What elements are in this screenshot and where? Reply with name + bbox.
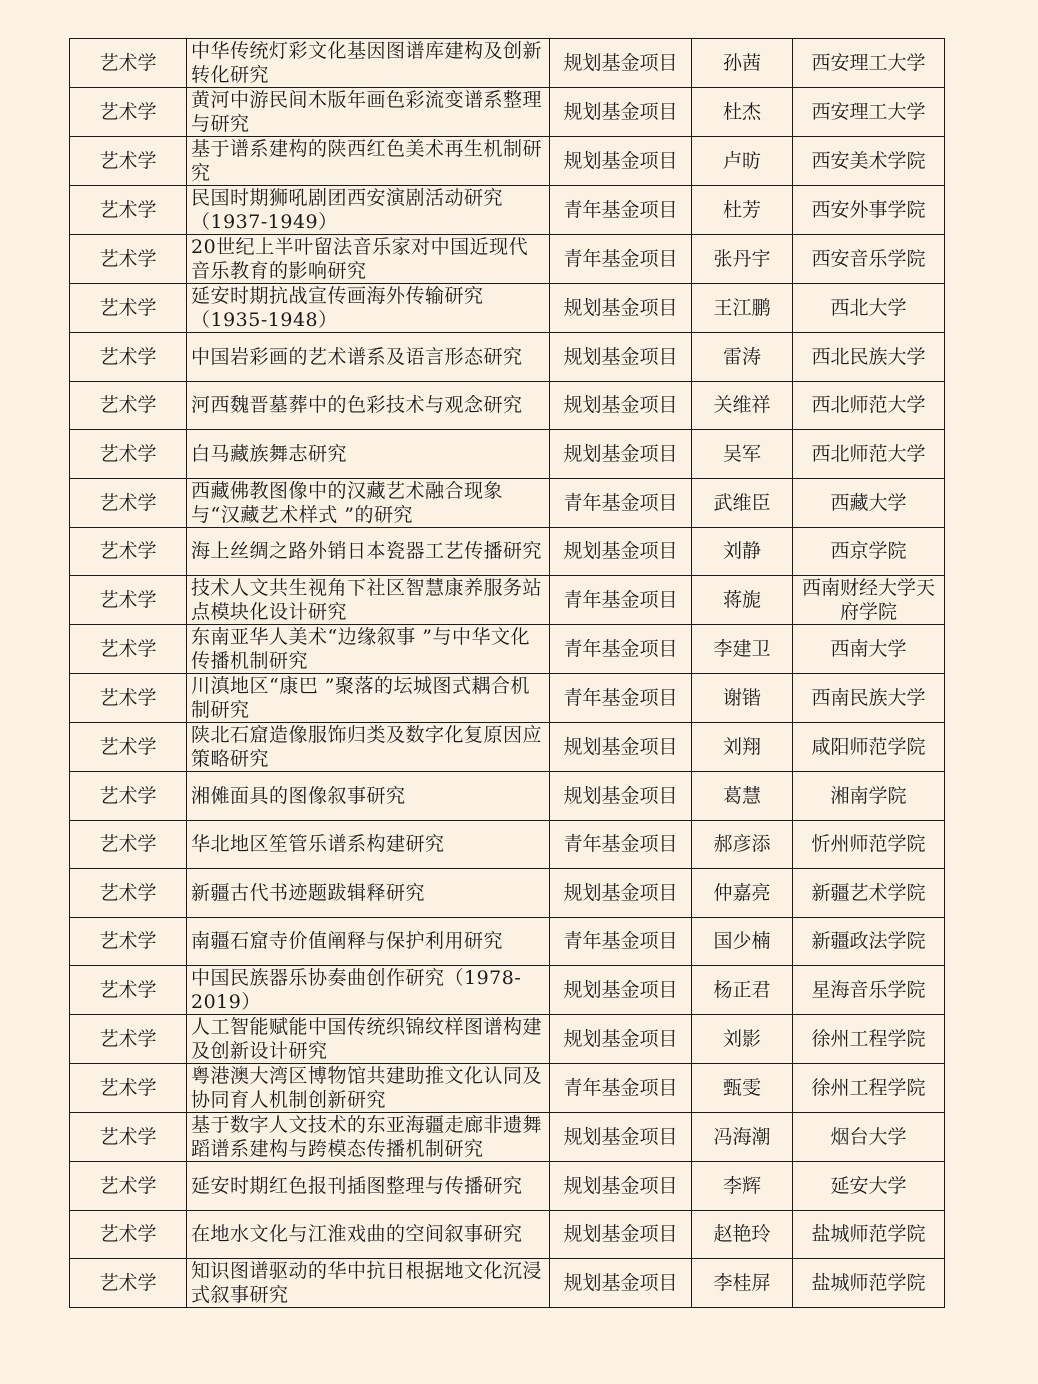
institution-cell: 延安大学 <box>793 1162 945 1211</box>
institution-cell: 西藏大学 <box>793 478 945 527</box>
discipline-cell: 艺术学 <box>70 39 187 88</box>
project-type-cell: 青年基金项目 <box>550 186 692 235</box>
institution-cell: 西安美术学院 <box>793 137 945 186</box>
principal-investigator-cell: 王江鹏 <box>692 284 793 333</box>
principal-investigator-cell: 郝彦添 <box>692 820 793 869</box>
project-title-cell: 白马藏族舞志研究 <box>187 430 550 479</box>
discipline-cell: 艺术学 <box>70 430 187 479</box>
table-row <box>70 478 945 527</box>
institution-cell: 西北师范大学 <box>793 381 945 430</box>
discipline-cell: 艺术学 <box>70 284 187 333</box>
institution-cell: 咸阳师范学院 <box>793 723 945 772</box>
project-type-cell: 青年基金项目 <box>550 1064 692 1113</box>
table-row <box>70 917 945 966</box>
table-row <box>70 333 945 382</box>
institution-cell: 忻州师范学院 <box>793 820 945 869</box>
project-type-cell: 规划基金项目 <box>550 137 692 186</box>
table-row <box>70 186 945 235</box>
project-title-cell: 西藏佛教图像中的汉藏艺术融合现象与“汉藏艺术样式 ”的研究 <box>187 478 550 527</box>
table-row <box>70 235 945 284</box>
project-title-cell: 中华传统灯彩文化基因图谱库建构及创新转化研究 <box>187 39 550 88</box>
project-title-cell: 粤港澳大湾区博物馆共建助推文化认同及协同育人机制创新研究 <box>187 1064 550 1113</box>
project-type-cell: 规划基金项目 <box>550 381 692 430</box>
principal-investigator-cell: 葛慧 <box>692 772 793 821</box>
table-row <box>70 430 945 479</box>
table-row <box>70 674 945 723</box>
institution-cell: 湘南学院 <box>793 772 945 821</box>
project-title-cell: 技术人文共生视角下社区智慧康养服务站点模块化设计研究 <box>187 576 550 625</box>
table-row <box>70 1015 945 1064</box>
project-type-cell: 青年基金项目 <box>550 235 692 284</box>
principal-investigator-cell: 蒋旎 <box>692 576 793 625</box>
project-title-cell: 黄河中游民间木版年画色彩流变谱系整理与研究 <box>187 88 550 137</box>
principal-investigator-cell: 武维臣 <box>692 478 793 527</box>
institution-cell: 盐城师范学院 <box>793 1259 945 1308</box>
table-row <box>70 1162 945 1211</box>
discipline-cell: 艺术学 <box>70 576 187 625</box>
principal-investigator-cell: 刘翔 <box>692 723 793 772</box>
principal-investigator-cell: 吴军 <box>692 430 793 479</box>
project-type-cell: 规划基金项目 <box>550 39 692 88</box>
project-title-cell: 人工智能赋能中国传统织锦纹样图谱构建及创新设计研究 <box>187 1015 550 1064</box>
institution-cell: 西北大学 <box>793 284 945 333</box>
discipline-cell: 艺术学 <box>70 478 187 527</box>
discipline-cell: 艺术学 <box>70 235 187 284</box>
project-type-cell: 规划基金项目 <box>550 1113 692 1162</box>
discipline-cell: 艺术学 <box>70 381 187 430</box>
principal-investigator-cell: 杨正君 <box>692 966 793 1015</box>
project-type-cell: 规划基金项目 <box>550 869 692 918</box>
table-row <box>70 1259 945 1308</box>
project-title-cell: 华北地区笙管乐谱系构建研究 <box>187 820 550 869</box>
project-type-cell: 规划基金项目 <box>550 88 692 137</box>
table-row <box>70 772 945 821</box>
table-row <box>70 381 945 430</box>
project-title-cell: 在地水文化与江淮戏曲的空间叙事研究 <box>187 1210 550 1259</box>
project-title-cell: 民国时期狮吼剧团西安演剧活动研究（1937-1949） <box>187 186 550 235</box>
principal-investigator-cell: 刘静 <box>692 527 793 576</box>
projects-table-body <box>70 39 945 1308</box>
institution-cell: 西安理工大学 <box>793 88 945 137</box>
table-row <box>70 39 945 88</box>
project-type-cell: 青年基金项目 <box>550 625 692 674</box>
principal-investigator-cell: 甄雯 <box>692 1064 793 1113</box>
discipline-cell: 艺术学 <box>70 1259 187 1308</box>
project-title-cell: 陕北石窟造像服饰归类及数字化复原因应策略研究 <box>187 723 550 772</box>
project-title-cell: 延安时期抗战宣传画海外传输研究（1935-1948） <box>187 284 550 333</box>
discipline-cell: 艺术学 <box>70 772 187 821</box>
institution-cell: 西安理工大学 <box>793 39 945 88</box>
table-row <box>70 1210 945 1259</box>
project-type-cell: 青年基金项目 <box>550 576 692 625</box>
discipline-cell: 艺术学 <box>70 723 187 772</box>
institution-cell: 星海音乐学院 <box>793 966 945 1015</box>
discipline-cell: 艺术学 <box>70 186 187 235</box>
discipline-cell: 艺术学 <box>70 869 187 918</box>
principal-investigator-cell: 卢昉 <box>692 137 793 186</box>
institution-cell: 盐城师范学院 <box>793 1210 945 1259</box>
project-title-cell: 延安时期红色报刊插图整理与传播研究 <box>187 1162 550 1211</box>
table-row <box>70 820 945 869</box>
project-type-cell: 规划基金项目 <box>550 1162 692 1211</box>
project-type-cell: 规划基金项目 <box>550 772 692 821</box>
discipline-cell: 艺术学 <box>70 674 187 723</box>
table-row <box>70 137 945 186</box>
project-type-cell: 青年基金项目 <box>550 478 692 527</box>
principal-investigator-cell: 关维祥 <box>692 381 793 430</box>
project-title-cell: 基于谱系建构的陕西红色美术再生机制研究 <box>187 137 550 186</box>
table-row <box>70 284 945 333</box>
discipline-cell: 艺术学 <box>70 333 187 382</box>
project-title-cell: 知识图谱驱动的华中抗日根据地文化沉浸式叙事研究 <box>187 1259 550 1308</box>
project-title-cell: 海上丝绸之路外销日本瓷器工艺传播研究 <box>187 527 550 576</box>
project-title-cell: 20世纪上半叶留法音乐家对中国近现代音乐教育的影响研究 <box>187 235 550 284</box>
project-type-cell: 规划基金项目 <box>550 723 692 772</box>
table-row <box>70 966 945 1015</box>
project-title-cell: 河西魏晋墓葬中的色彩技术与观念研究 <box>187 381 550 430</box>
principal-investigator-cell: 杜芳 <box>692 186 793 235</box>
project-type-cell: 规划基金项目 <box>550 1259 692 1308</box>
project-title-cell: 新疆古代书迹题跋辑释研究 <box>187 869 550 918</box>
discipline-cell: 艺术学 <box>70 1113 187 1162</box>
institution-cell: 西南大学 <box>793 625 945 674</box>
principal-investigator-cell: 雷涛 <box>692 333 793 382</box>
project-type-cell: 规划基金项目 <box>550 966 692 1015</box>
table-row <box>70 1113 945 1162</box>
institution-cell: 西安音乐学院 <box>793 235 945 284</box>
principal-investigator-cell: 仲嘉亮 <box>692 869 793 918</box>
discipline-cell: 艺术学 <box>70 1210 187 1259</box>
project-type-cell: 青年基金项目 <box>550 820 692 869</box>
discipline-cell: 艺术学 <box>70 966 187 1015</box>
discipline-cell: 艺术学 <box>70 88 187 137</box>
table-row <box>70 625 945 674</box>
table-row <box>70 723 945 772</box>
project-title-cell: 南疆石窟寺价值阐释与保护利用研究 <box>187 917 550 966</box>
discipline-cell: 艺术学 <box>70 527 187 576</box>
project-type-cell: 青年基金项目 <box>550 917 692 966</box>
project-title-cell: 湘傩面具的图像叙事研究 <box>187 772 550 821</box>
project-title-cell: 基于数字人文技术的东亚海疆走廊非遗舞蹈谱系建构与跨模态传播机制研究 <box>187 1113 550 1162</box>
project-type-cell: 规划基金项目 <box>550 284 692 333</box>
project-title-cell: 中国岩彩画的艺术谱系及语言形态研究 <box>187 333 550 382</box>
table-row <box>70 527 945 576</box>
institution-cell: 新疆政法学院 <box>793 917 945 966</box>
principal-investigator-cell: 张丹宇 <box>692 235 793 284</box>
project-type-cell: 规划基金项目 <box>550 1015 692 1064</box>
discipline-cell: 艺术学 <box>70 917 187 966</box>
principal-investigator-cell: 李桂屏 <box>692 1259 793 1308</box>
principal-investigator-cell: 杜杰 <box>692 88 793 137</box>
project-type-cell: 青年基金项目 <box>550 674 692 723</box>
institution-cell: 烟台大学 <box>793 1113 945 1162</box>
project-type-cell: 规划基金项目 <box>550 333 692 382</box>
project-title-cell: 东南亚华人美术“边缘叙事 ”与中华文化传播机制研究 <box>187 625 550 674</box>
institution-cell: 徐州工程学院 <box>793 1015 945 1064</box>
principal-investigator-cell: 李建卫 <box>692 625 793 674</box>
principal-investigator-cell: 冯海潮 <box>692 1113 793 1162</box>
table-row <box>70 576 945 625</box>
institution-cell: 新疆艺术学院 <box>793 869 945 918</box>
project-type-cell: 规划基金项目 <box>550 1210 692 1259</box>
discipline-cell: 艺术学 <box>70 137 187 186</box>
principal-investigator-cell: 国少楠 <box>692 917 793 966</box>
institution-cell: 西北师范大学 <box>793 430 945 479</box>
discipline-cell: 艺术学 <box>70 820 187 869</box>
table-row <box>70 1064 945 1113</box>
principal-investigator-cell: 谢锴 <box>692 674 793 723</box>
discipline-cell: 艺术学 <box>70 1162 187 1211</box>
institution-cell: 西安外事学院 <box>793 186 945 235</box>
institution-cell: 西南财经大学天府学院 <box>793 576 945 625</box>
project-title-cell: 川滇地区“康巴 ”聚落的坛城图式耦合机制研究 <box>187 674 550 723</box>
principal-investigator-cell: 赵艳玲 <box>692 1210 793 1259</box>
discipline-cell: 艺术学 <box>70 1064 187 1113</box>
discipline-cell: 艺术学 <box>70 1015 187 1064</box>
institution-cell: 西北民族大学 <box>793 333 945 382</box>
institution-cell: 徐州工程学院 <box>793 1064 945 1113</box>
principal-investigator-cell: 孙茜 <box>692 39 793 88</box>
project-title-cell: 中国民族器乐协奏曲创作研究（1978-2019） <box>187 966 550 1015</box>
principal-investigator-cell: 刘影 <box>692 1015 793 1064</box>
projects-table <box>69 38 945 1308</box>
table-row <box>70 88 945 137</box>
table-row <box>70 869 945 918</box>
discipline-cell: 艺术学 <box>70 625 187 674</box>
project-type-cell: 规划基金项目 <box>550 430 692 479</box>
institution-cell: 西京学院 <box>793 527 945 576</box>
project-type-cell: 规划基金项目 <box>550 527 692 576</box>
principal-investigator-cell: 李辉 <box>692 1162 793 1211</box>
institution-cell: 西南民族大学 <box>793 674 945 723</box>
